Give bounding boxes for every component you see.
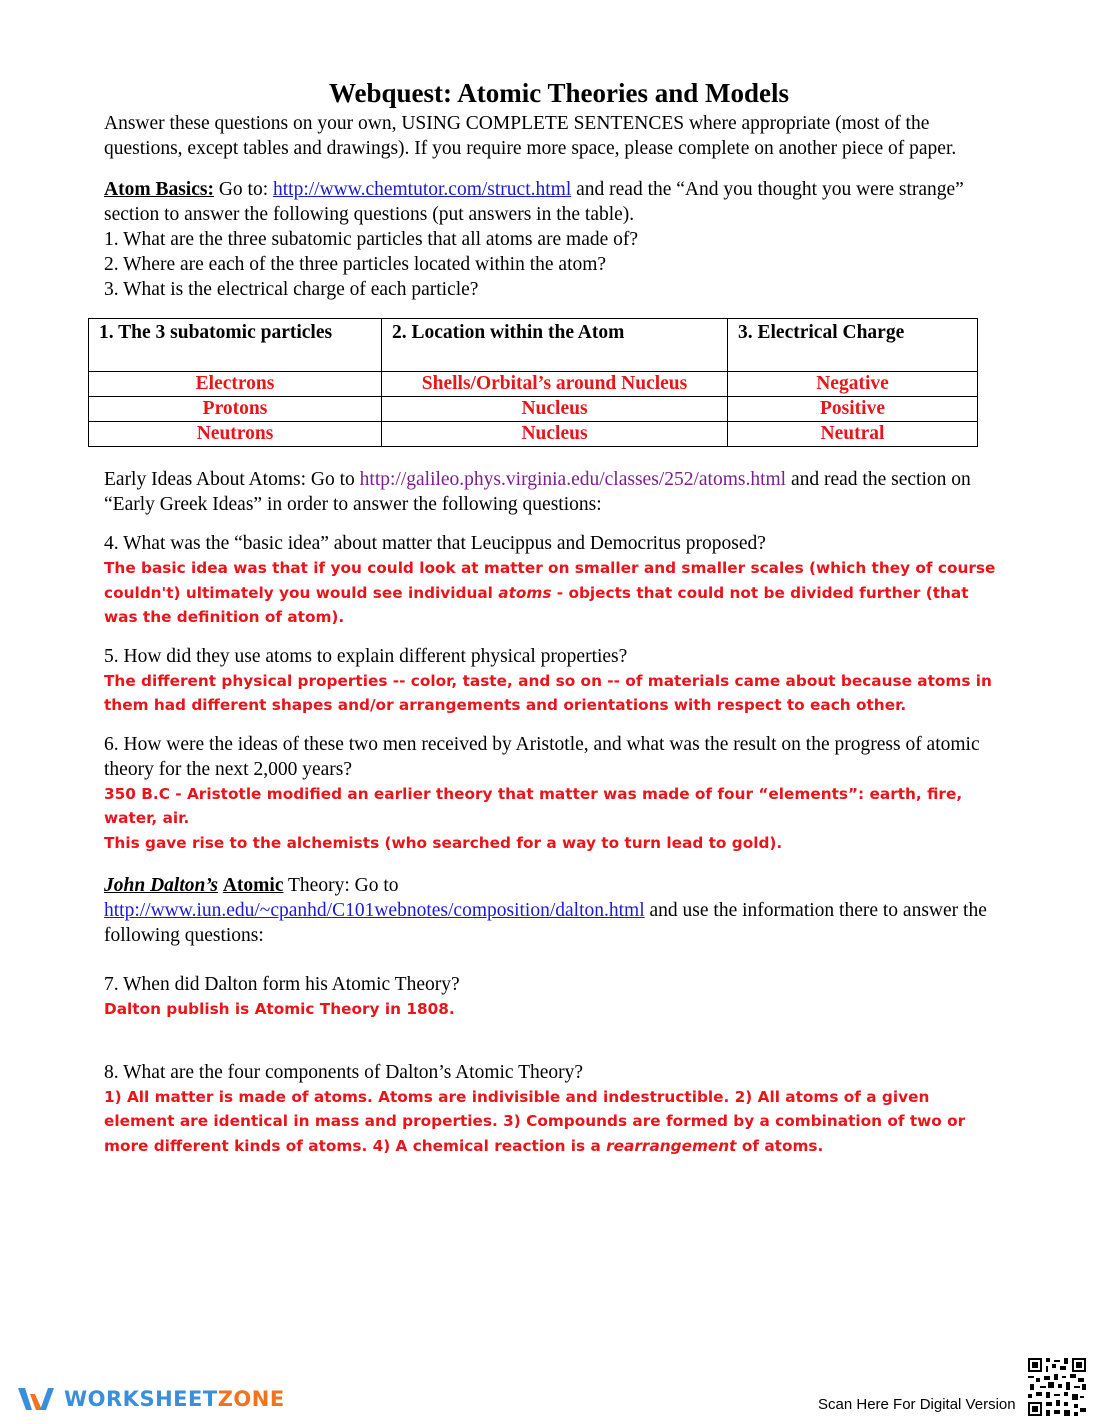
- cell-particle: Neutrons: [89, 422, 382, 447]
- cell-charge: Neutral: [728, 422, 978, 447]
- early-ideas-paragraph: [104, 467, 1004, 517]
- question-2: 2. Where are each of the three particles located within the atom?: [104, 254, 607, 275]
- answer-6-line-2: This gave rise to the alchemists (who searched for a way to turn lead to gold).: [104, 833, 783, 852]
- question-7: 7. When did Dalton form his Atomic Theory?: [104, 974, 460, 995]
- intro-instructions: Answer these questions on your own, USING COMPLETE SENTENCES where appropriate (most of the questions, except tables and drawings). If you require more space, please complete on another piece of paper.: [104, 113, 957, 159]
- cell-particle: Protons: [89, 397, 382, 422]
- answer-4-part-a: The basic idea was that if you could look at matter on smaller and smaller scales (which they of course couldn't) ultimately you would see individual: [104, 559, 996, 602]
- particles-table: [88, 318, 978, 447]
- cell-charge: Negative: [728, 372, 978, 397]
- question-1: 1. What are the three subatomic particles that all atoms are made of?: [104, 229, 639, 250]
- header-charge: 3. Electrical Charge: [728, 319, 978, 372]
- answer-8-part-b: of atoms.: [736, 1136, 824, 1155]
- atom-basics-heading: Atom Basics:: [104, 179, 214, 200]
- cell-particle: Electrons: [89, 372, 382, 397]
- dalton-link[interactable]: http://www.iun.edu/~cpanhd/C101webnotes/composition/dalton.html: [104, 900, 645, 921]
- atom-basics-goto: Go to:: [213, 179, 273, 200]
- scan-caption: Scan Here For Digital Version: [818, 1396, 1016, 1413]
- cell-location: Nucleus: [382, 397, 728, 422]
- dalton-atomic: Atomic: [222, 875, 284, 896]
- early-ideas-instructions: and read the section on “Early Greek Ideas” in order to answer the following questions:: [104, 469, 971, 515]
- chemtutor-link[interactable]: http://www.chemtutor.com/struct.html: [273, 179, 572, 200]
- galileo-link[interactable]: http://galileo.phys.virginia.edu/classes/252/atoms.html: [359, 469, 787, 490]
- atom-basics-paragraph: [104, 177, 1004, 227]
- page-title: Webquest: Atomic Theories and Models: [328, 78, 789, 108]
- question-5: 5. How did they use atoms to explain different physical properties?: [104, 645, 628, 667]
- answer-7: Dalton publish is Atomic Theory in 1808.: [104, 1000, 455, 1018]
- question-8: 8. What are the four components of Dalton’s Atomic Theory?: [104, 1061, 584, 1083]
- worksheetzone-logo: [16, 1384, 285, 1414]
- answer-8: [104, 1085, 1004, 1159]
- dalton-name: John Dalton’s: [104, 875, 218, 896]
- logo-text-zone: ZONE: [217, 1387, 285, 1411]
- logo-w-icon: [16, 1384, 56, 1414]
- dalton-theory-goto: Theory: Go to: [283, 875, 399, 896]
- header-location: 2. Location within the Atom: [382, 319, 728, 372]
- cell-location: Nucleus: [382, 422, 728, 447]
- table-row: [89, 422, 978, 447]
- table-row: [89, 372, 978, 397]
- answer-8-emphasis: rearrangement: [606, 1136, 737, 1155]
- cell-charge: Positive: [728, 397, 978, 422]
- answer-8-part-a: 1) All matter is made of atoms. Atoms are indivisible and indestructible. 2) All atoms of a given element are identical in mass and properties. 3) Compounds are formed by a combination of two or more different kinds of atoms. 4) A chemical reaction is a: [104, 1087, 966, 1155]
- logo-text-worksheet: WORKSHEET: [64, 1387, 218, 1411]
- atom-basics-instructions: and read the “And you thought you were strange” section to answer the following questions (put answers in the table).: [104, 179, 964, 225]
- dalton-paragraph: [104, 873, 1004, 948]
- answer-4: [104, 556, 1004, 630]
- answer-6-line-1: 350 B.C - Aristotle modified an earlier theory that matter was made of four “elements”: earth, fire, water, air.: [104, 784, 963, 827]
- dalton-instructions: and use the information there to answer the following questions:: [104, 900, 987, 946]
- header-particles: 1. The 3 subatomic particles: [89, 319, 382, 372]
- answer-4-emphasis: atoms: [498, 583, 552, 602]
- cell-location: Shells/Orbital’s around Nucleus: [382, 372, 728, 397]
- question-4: 4. What was the “basic idea” about matter that Leucippus and Democritus proposed?: [104, 533, 766, 554]
- table-header-row: [89, 319, 978, 372]
- question-3: 3. What is the electrical charge of each particle?: [104, 279, 479, 300]
- qr-code-icon[interactable]: [1028, 1358, 1086, 1416]
- table-row: [89, 397, 978, 422]
- question-6: 6. How were the ideas of these two men received by Aristotle, and what was the result on the progress of atomic theory for the next 2,000 years?: [104, 733, 980, 780]
- answer-4-part-b: - objects that could not be divided further (that was the definition of atom).: [104, 583, 969, 626]
- answer-5: The different physical properties -- color, taste, and so on -- of materials came about because atoms in them had different shapes and/or arrangements and orientations with respect to each other.: [104, 671, 992, 714]
- worksheet-page: [99, 78, 1004, 1158]
- early-ideas-intro: Early Ideas About Atoms: Go to: [104, 469, 360, 490]
